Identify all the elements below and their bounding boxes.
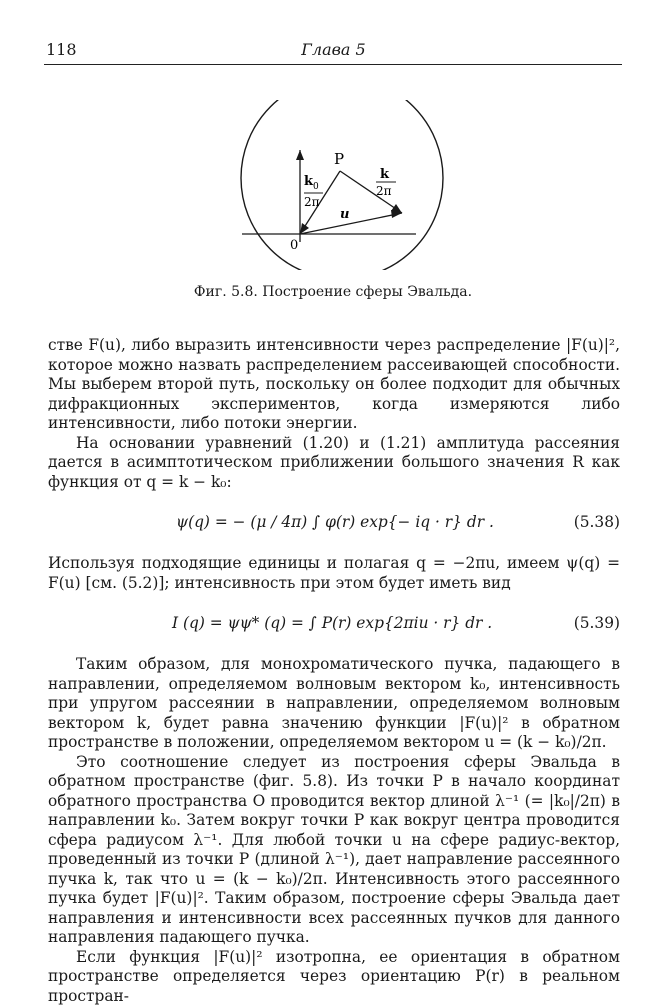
label-k0-denominator: 2π (304, 195, 320, 209)
paragraph-4: Таким образом, для монохроматического пучка, падающего в направлении, определяемом волновым вектором k₀, интенсивность при упругом рассеянии в направлении, определяемом волновым вектором k, будет равна значению функции |F(u)|² в обратном пространстве в положении, определяемом вектором u = (k − k₀)/2π. (48, 655, 620, 753)
paragraph-3: Используя подходящие единицы и полагая q = −2πu, имеем ψ(q) = F(u) [см. (5.2)]; интенсивность при этом будет иметь вид (48, 554, 620, 593)
equation-5-39 (48, 605, 620, 645)
equation-5-38-expression: ψ(q) = − (μ / 4π) ∫ φ(r) exp{− iq · r} dr . (176, 513, 494, 533)
label-k0: k (304, 174, 314, 189)
paragraph-2: На основании уравнений (1.20) и (1.21) амплитуда рассеяния дается в асимптотическом приближении большого значения R как функция от q = k − k₀: (48, 434, 620, 493)
label-u: u (340, 207, 349, 222)
figure-caption: Фиг. 5.8. Построение сферы Эвальда. (0, 284, 666, 300)
paragraph-5: Это соотношение следует из построения сферы Эвальда в обратном пространстве (фиг. 5.8). Из точки P в начало координат обратного пространства O проводится вектор длиной λ⁻¹ (= |k₀|/2π) в направлении k₀. Затем вокруг точки P как вокруг центра проводится сфера радиусом λ⁻¹. Для любой точки u на сфере радиус-вектор, проведенный из точки P (длиной λ⁻¹), дает направление рассеянного пучка k, так что u = (k − k₀)/2π. Интенсивность этого рассеянного пучка будет |F(u)|². Таким образом, построение сферы Эвальда дает направления и интенсивности всех рассеянных пучков для данного направления падающего пучка. (48, 753, 620, 948)
equation-5-39-number: (5.39) (574, 614, 620, 634)
label-k: k (380, 167, 390, 182)
page-header (46, 40, 621, 64)
vertical-axis-arrowhead (296, 150, 304, 160)
body-text (48, 336, 620, 1006)
page-number: 118 (46, 40, 77, 59)
label-point-p: P (334, 150, 344, 168)
ewald-sphere-circle (241, 100, 443, 270)
header-rule (44, 64, 622, 65)
paragraph-6: Если функция |F(u)|² изотропна, ее ориентация в обратном пространстве определяется через ориентацию P(r) в реальном простран- (48, 948, 620, 1006)
u-vector-line (300, 213, 402, 234)
equation-5-39-expression: I (q) = ψψ* (q) = ∫ P(r) exp{2πiu · r} dr . (172, 614, 492, 634)
ewald-sphere-figure (200, 100, 460, 270)
label-k0-subscript: 0 (313, 182, 319, 192)
label-k-denominator: 2π (376, 184, 392, 198)
label-origin: 0 (290, 238, 298, 253)
equation-5-38 (48, 504, 620, 544)
chapter-running-head: Глава 5 (46, 40, 621, 59)
paragraph-1: стве F(u), либо выразить интенсивности через распределение |F(u)|², которое можно назвать распределением рассеивающей способности. Мы выберем второй путь, поскольку он более подходит для обычных дифракционных экспериментов, когда измеряются либо интенсивности, либо потоки энергии. (48, 336, 620, 434)
equation-5-38-number: (5.38) (574, 513, 620, 533)
